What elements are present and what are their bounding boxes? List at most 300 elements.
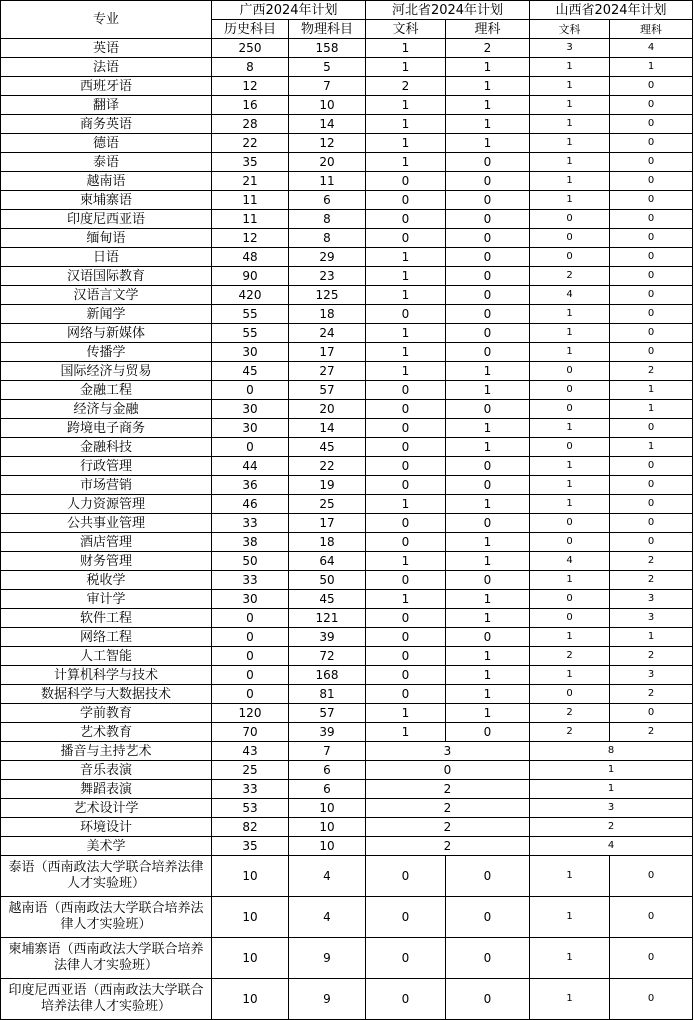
hb-li-cell: 1	[446, 96, 530, 115]
sx-wen-cell: 0	[530, 400, 610, 419]
hb-wen-cell: 0	[366, 856, 446, 897]
hb-li-cell: 2	[446, 39, 530, 58]
gx-history-cell: 0	[212, 609, 289, 628]
sx-wen-cell: 1	[530, 153, 610, 172]
hb-wen-cell: 1	[366, 590, 446, 609]
hb-wen-cell: 1	[366, 362, 446, 381]
hb-li-cell: 0	[446, 938, 530, 979]
sx-li-cell: 2	[610, 552, 693, 571]
hb-wen-cell: 0	[366, 210, 446, 229]
hb-wen-cell: 0	[366, 897, 446, 938]
hb-wen-cell: 0	[366, 457, 446, 476]
sx-li-cell: 1	[610, 628, 693, 647]
hb-wen-cell: 0	[366, 571, 446, 590]
hb-li-cell: 0	[446, 856, 530, 897]
table-row	[1, 115, 693, 134]
sx-wen-cell: 1	[530, 457, 610, 476]
sx-li-cell: 1	[610, 400, 693, 419]
sx-wen-cell: 1	[530, 476, 610, 495]
sx-wen-cell: 1	[530, 343, 610, 362]
sx-li-cell: 0	[610, 134, 693, 153]
major-cell: 柬埔寨语（西南政法大学联合培养法律人才实验班）	[1, 938, 212, 979]
hb-wen-cell: 2	[366, 77, 446, 96]
hb-li-cell: 0	[446, 324, 530, 343]
hb-wen-cell: 1	[366, 39, 446, 58]
hb-wen-cell: 1	[366, 58, 446, 77]
hb-li-cell: 1	[446, 419, 530, 438]
hb-li-cell: 1	[446, 134, 530, 153]
gx-physics-cell: 39	[289, 628, 366, 647]
gx-history-cell: 8	[212, 58, 289, 77]
table-body	[1, 39, 693, 1020]
hb-total-cell: 2	[366, 799, 530, 818]
gx-history-cell: 53	[212, 799, 289, 818]
table-row	[1, 400, 693, 419]
gx-history-cell: 38	[212, 533, 289, 552]
gx-physics-cell: 6	[289, 191, 366, 210]
gx-physics-cell: 9	[289, 979, 366, 1020]
hb-wen-cell: 1	[366, 115, 446, 134]
gx-physics-cell: 64	[289, 552, 366, 571]
gx-history-cell: 82	[212, 818, 289, 837]
sx-total-cell: 3	[530, 799, 693, 818]
hb-wen-cell: 1	[366, 286, 446, 305]
hb-li-cell: 0	[446, 400, 530, 419]
sx-wen-cell: 1	[530, 979, 610, 1020]
sx-li-cell: 0	[610, 267, 693, 286]
sx-total-cell: 2	[530, 818, 693, 837]
hb-li-cell: 1	[446, 58, 530, 77]
major-cell: 柬埔寨语	[1, 191, 212, 210]
gx-history-cell: 250	[212, 39, 289, 58]
gx-physics-cell: 10	[289, 799, 366, 818]
hb-li-cell: 1	[446, 704, 530, 723]
gx-history-cell: 0	[212, 381, 289, 400]
major-cell: 越南语	[1, 172, 212, 191]
gx-physics-cell: 8	[289, 210, 366, 229]
major-cell: 音乐表演	[1, 761, 212, 780]
sx-wen-cell: 4	[530, 286, 610, 305]
header-gx-physics: 物理科目	[289, 20, 366, 39]
hb-li-cell: 1	[446, 438, 530, 457]
gx-history-cell: 0	[212, 666, 289, 685]
gx-history-cell: 420	[212, 286, 289, 305]
gx-history-cell: 28	[212, 115, 289, 134]
gx-history-cell: 22	[212, 134, 289, 153]
sx-li-cell: 2	[610, 571, 693, 590]
sx-li-cell: 0	[610, 191, 693, 210]
table-row	[1, 286, 693, 305]
gx-physics-cell: 20	[289, 400, 366, 419]
hb-li-cell: 0	[446, 571, 530, 590]
hb-li-cell: 1	[446, 495, 530, 514]
sx-li-cell: 2	[610, 647, 693, 666]
gx-physics-cell: 45	[289, 438, 366, 457]
gx-history-cell: 10	[212, 897, 289, 938]
table-row	[1, 153, 693, 172]
sx-li-cell: 0	[610, 704, 693, 723]
major-cell: 国际经济与贸易	[1, 362, 212, 381]
hb-wen-cell: 1	[366, 153, 446, 172]
major-cell: 金融科技	[1, 438, 212, 457]
header-major: 专业	[1, 1, 212, 39]
major-cell: 财务管理	[1, 552, 212, 571]
sx-li-cell: 0	[610, 172, 693, 191]
major-cell: 西班牙语	[1, 77, 212, 96]
major-cell: 税收学	[1, 571, 212, 590]
gx-physics-cell: 29	[289, 248, 366, 267]
hb-wen-cell: 0	[366, 191, 446, 210]
sx-wen-cell: 0	[530, 229, 610, 248]
sx-wen-cell: 1	[530, 172, 610, 191]
sx-wen-cell: 1	[530, 305, 610, 324]
hb-total-cell: 2	[366, 818, 530, 837]
sx-wen-cell: 0	[530, 685, 610, 704]
gx-history-cell: 25	[212, 761, 289, 780]
hb-li-cell: 1	[446, 685, 530, 704]
gx-physics-cell: 6	[289, 761, 366, 780]
sx-total-cell: 4	[530, 837, 693, 856]
sx-wen-cell: 1	[530, 571, 610, 590]
major-cell: 经济与金融	[1, 400, 212, 419]
hb-total-cell: 0	[366, 761, 530, 780]
table-row	[1, 761, 693, 780]
gx-history-cell: 0	[212, 685, 289, 704]
gx-physics-cell: 18	[289, 305, 366, 324]
header-hebei: 河北省2024年计划	[366, 1, 530, 20]
gx-history-cell: 120	[212, 704, 289, 723]
sx-li-cell: 0	[610, 495, 693, 514]
major-cell: 审计学	[1, 590, 212, 609]
sx-wen-cell: 0	[530, 248, 610, 267]
sx-li-cell: 1	[610, 438, 693, 457]
major-cell: 日语	[1, 248, 212, 267]
major-cell: 计算机科学与技术	[1, 666, 212, 685]
major-cell: 新闻学	[1, 305, 212, 324]
table-row	[1, 324, 693, 343]
hb-total-cell: 2	[366, 780, 530, 799]
gx-physics-cell: 5	[289, 58, 366, 77]
hb-wen-cell: 1	[366, 343, 446, 362]
table-row	[1, 897, 693, 938]
hb-wen-cell: 1	[366, 704, 446, 723]
major-cell: 数据科学与大数据技术	[1, 685, 212, 704]
sx-li-cell: 3	[610, 590, 693, 609]
sx-wen-cell: 0	[530, 381, 610, 400]
sx-li-cell: 4	[610, 39, 693, 58]
table-row	[1, 571, 693, 590]
sx-wen-cell: 2	[530, 704, 610, 723]
major-cell: 美术学	[1, 837, 212, 856]
table-row	[1, 39, 693, 58]
hb-li-cell: 1	[446, 666, 530, 685]
gx-history-cell: 48	[212, 248, 289, 267]
header-hb-wen: 文科	[366, 20, 446, 39]
header-shanxi: 山西省2024年计划	[530, 1, 693, 20]
gx-physics-cell: 24	[289, 324, 366, 343]
sx-li-cell: 1	[610, 381, 693, 400]
hb-wen-cell: 0	[366, 438, 446, 457]
sx-wen-cell: 0	[530, 438, 610, 457]
table-row	[1, 666, 693, 685]
major-cell: 网络与新媒体	[1, 324, 212, 343]
gx-physics-cell: 14	[289, 115, 366, 134]
header-sx-wen: 文科	[530, 20, 610, 39]
sx-total-cell: 1	[530, 780, 693, 799]
gx-physics-cell: 11	[289, 172, 366, 191]
gx-history-cell: 45	[212, 362, 289, 381]
hb-li-cell: 0	[446, 514, 530, 533]
gx-history-cell: 11	[212, 210, 289, 229]
sx-li-cell: 0	[610, 324, 693, 343]
table-row	[1, 514, 693, 533]
header-hb-li: 理科	[446, 20, 530, 39]
major-cell: 公共事业管理	[1, 514, 212, 533]
gx-history-cell: 16	[212, 96, 289, 115]
header-guangxi: 广西2024年计划	[212, 1, 366, 20]
sx-li-cell: 0	[610, 229, 693, 248]
sx-wen-cell: 0	[530, 362, 610, 381]
hb-li-cell: 0	[446, 210, 530, 229]
hb-total-cell: 3	[366, 742, 530, 761]
sx-wen-cell: 1	[530, 938, 610, 979]
hb-li-cell: 0	[446, 153, 530, 172]
hb-wen-cell: 1	[366, 248, 446, 267]
hb-li-cell: 0	[446, 229, 530, 248]
major-cell: 泰语（西南政法大学联合培养法律人才实验班）	[1, 856, 212, 897]
hb-wen-cell: 0	[366, 514, 446, 533]
major-cell: 德语	[1, 134, 212, 153]
hb-li-cell: 0	[446, 248, 530, 267]
gx-physics-cell: 45	[289, 590, 366, 609]
gx-physics-cell: 10	[289, 837, 366, 856]
hb-li-cell: 0	[446, 979, 530, 1020]
gx-physics-cell: 22	[289, 457, 366, 476]
major-cell: 舞蹈表演	[1, 780, 212, 799]
gx-history-cell: 35	[212, 837, 289, 856]
sx-li-cell: 0	[610, 856, 693, 897]
hb-li-cell: 1	[446, 609, 530, 628]
sx-li-cell: 1	[610, 58, 693, 77]
hb-li-cell: 0	[446, 343, 530, 362]
major-cell: 跨境电子商务	[1, 419, 212, 438]
sx-wen-cell: 1	[530, 191, 610, 210]
sx-li-cell: 0	[610, 248, 693, 267]
major-cell: 越南语（西南政法大学联合培养法律人才实验班）	[1, 897, 212, 938]
table-row	[1, 818, 693, 837]
hb-li-cell: 0	[446, 476, 530, 495]
major-cell: 泰语	[1, 153, 212, 172]
table-row	[1, 685, 693, 704]
major-cell: 学前教育	[1, 704, 212, 723]
sx-li-cell: 0	[610, 210, 693, 229]
gx-history-cell: 30	[212, 400, 289, 419]
gx-history-cell: 10	[212, 938, 289, 979]
gx-history-cell: 46	[212, 495, 289, 514]
header-gx-history: 历史科目	[212, 20, 289, 39]
sx-total-cell: 8	[530, 742, 693, 761]
hb-wen-cell: 0	[366, 979, 446, 1020]
table-row	[1, 647, 693, 666]
hb-li-cell: 1	[446, 590, 530, 609]
gx-history-cell: 10	[212, 856, 289, 897]
hb-wen-cell: 1	[366, 324, 446, 343]
gx-physics-cell: 9	[289, 938, 366, 979]
gx-physics-cell: 6	[289, 780, 366, 799]
gx-history-cell: 36	[212, 476, 289, 495]
header-row-provinces	[1, 1, 693, 20]
gx-history-cell: 12	[212, 77, 289, 96]
gx-physics-cell: 81	[289, 685, 366, 704]
sx-li-cell: 0	[610, 476, 693, 495]
hb-li-cell: 1	[446, 362, 530, 381]
hb-wen-cell: 0	[366, 419, 446, 438]
gx-physics-cell: 72	[289, 647, 366, 666]
sx-wen-cell: 0	[530, 609, 610, 628]
table-row	[1, 58, 693, 77]
sx-li-cell: 2	[610, 685, 693, 704]
table-row	[1, 938, 693, 979]
gx-history-cell: 10	[212, 979, 289, 1020]
gx-physics-cell: 125	[289, 286, 366, 305]
hb-li-cell: 0	[446, 723, 530, 742]
major-cell: 印度尼西亚语	[1, 210, 212, 229]
sx-wen-cell: 1	[530, 96, 610, 115]
major-cell: 人工智能	[1, 647, 212, 666]
sx-wen-cell: 1	[530, 495, 610, 514]
gx-physics-cell: 25	[289, 495, 366, 514]
major-cell: 环境设计	[1, 818, 212, 837]
sx-wen-cell: 1	[530, 324, 610, 343]
table-row	[1, 191, 693, 210]
sx-wen-cell: 0	[530, 533, 610, 552]
hb-wen-cell: 0	[366, 628, 446, 647]
gx-history-cell: 0	[212, 438, 289, 457]
hb-li-cell: 0	[446, 305, 530, 324]
gx-history-cell: 55	[212, 305, 289, 324]
gx-physics-cell: 4	[289, 856, 366, 897]
gx-history-cell: 30	[212, 343, 289, 362]
hb-wen-cell: 0	[366, 381, 446, 400]
major-cell: 人力资源管理	[1, 495, 212, 514]
gx-history-cell: 33	[212, 571, 289, 590]
sx-li-cell: 0	[610, 938, 693, 979]
sx-li-cell: 0	[610, 514, 693, 533]
gx-physics-cell: 14	[289, 419, 366, 438]
table-row	[1, 590, 693, 609]
sx-li-cell: 0	[610, 96, 693, 115]
sx-wen-cell: 2	[530, 723, 610, 742]
hb-li-cell: 1	[446, 115, 530, 134]
major-cell: 酒店管理	[1, 533, 212, 552]
gx-history-cell: 11	[212, 191, 289, 210]
gx-history-cell: 30	[212, 590, 289, 609]
hb-wen-cell: 1	[366, 96, 446, 115]
gx-history-cell: 30	[212, 419, 289, 438]
sx-li-cell: 0	[610, 979, 693, 1020]
table-row	[1, 343, 693, 362]
gx-history-cell: 50	[212, 552, 289, 571]
sx-li-cell: 3	[610, 666, 693, 685]
gx-physics-cell: 4	[289, 897, 366, 938]
sx-wen-cell: 1	[530, 58, 610, 77]
sx-wen-cell: 1	[530, 897, 610, 938]
sx-li-cell: 0	[610, 897, 693, 938]
table-row	[1, 780, 693, 799]
gx-physics-cell: 50	[289, 571, 366, 590]
hb-li-cell: 1	[446, 381, 530, 400]
gx-history-cell: 33	[212, 780, 289, 799]
major-cell: 金融工程	[1, 381, 212, 400]
hb-li-cell: 0	[446, 457, 530, 476]
gx-physics-cell: 158	[289, 39, 366, 58]
sx-wen-cell: 2	[530, 647, 610, 666]
table-row	[1, 476, 693, 495]
sx-wen-cell: 1	[530, 856, 610, 897]
major-cell: 商务英语	[1, 115, 212, 134]
gx-physics-cell: 7	[289, 77, 366, 96]
gx-history-cell: 0	[212, 647, 289, 666]
table-row	[1, 77, 693, 96]
table-row	[1, 495, 693, 514]
major-cell: 市场营销	[1, 476, 212, 495]
header-sx-li: 理科	[610, 20, 693, 39]
major-cell: 翻译	[1, 96, 212, 115]
table-row	[1, 723, 693, 742]
gx-physics-cell: 23	[289, 267, 366, 286]
gx-physics-cell: 17	[289, 514, 366, 533]
major-cell: 艺术设计学	[1, 799, 212, 818]
hb-wen-cell: 0	[366, 666, 446, 685]
hb-li-cell: 1	[446, 77, 530, 96]
major-cell: 播音与主持艺术	[1, 742, 212, 761]
gx-physics-cell: 168	[289, 666, 366, 685]
sx-wen-cell: 4	[530, 552, 610, 571]
gx-history-cell: 90	[212, 267, 289, 286]
hb-wen-cell: 0	[366, 476, 446, 495]
gx-physics-cell: 39	[289, 723, 366, 742]
gx-physics-cell: 57	[289, 704, 366, 723]
hb-wen-cell: 1	[366, 723, 446, 742]
sx-li-cell: 0	[610, 457, 693, 476]
major-cell: 传播学	[1, 343, 212, 362]
table-row	[1, 419, 693, 438]
table-row	[1, 229, 693, 248]
hb-wen-cell: 0	[366, 533, 446, 552]
table-row	[1, 248, 693, 267]
gx-physics-cell: 8	[289, 229, 366, 248]
sx-li-cell: 0	[610, 533, 693, 552]
sx-li-cell: 0	[610, 419, 693, 438]
sx-wen-cell: 0	[530, 590, 610, 609]
table-row	[1, 457, 693, 476]
hb-wen-cell: 0	[366, 609, 446, 628]
gx-physics-cell: 17	[289, 343, 366, 362]
table-row	[1, 856, 693, 897]
gx-history-cell: 44	[212, 457, 289, 476]
major-cell: 艺术教育	[1, 723, 212, 742]
gx-history-cell: 33	[212, 514, 289, 533]
sx-wen-cell: 0	[530, 210, 610, 229]
major-cell: 行政管理	[1, 457, 212, 476]
gx-history-cell: 21	[212, 172, 289, 191]
sx-total-cell: 1	[530, 761, 693, 780]
gx-physics-cell: 12	[289, 134, 366, 153]
sx-li-cell: 0	[610, 77, 693, 96]
gx-history-cell: 55	[212, 324, 289, 343]
table-header	[1, 1, 693, 39]
hb-wen-cell: 1	[366, 134, 446, 153]
